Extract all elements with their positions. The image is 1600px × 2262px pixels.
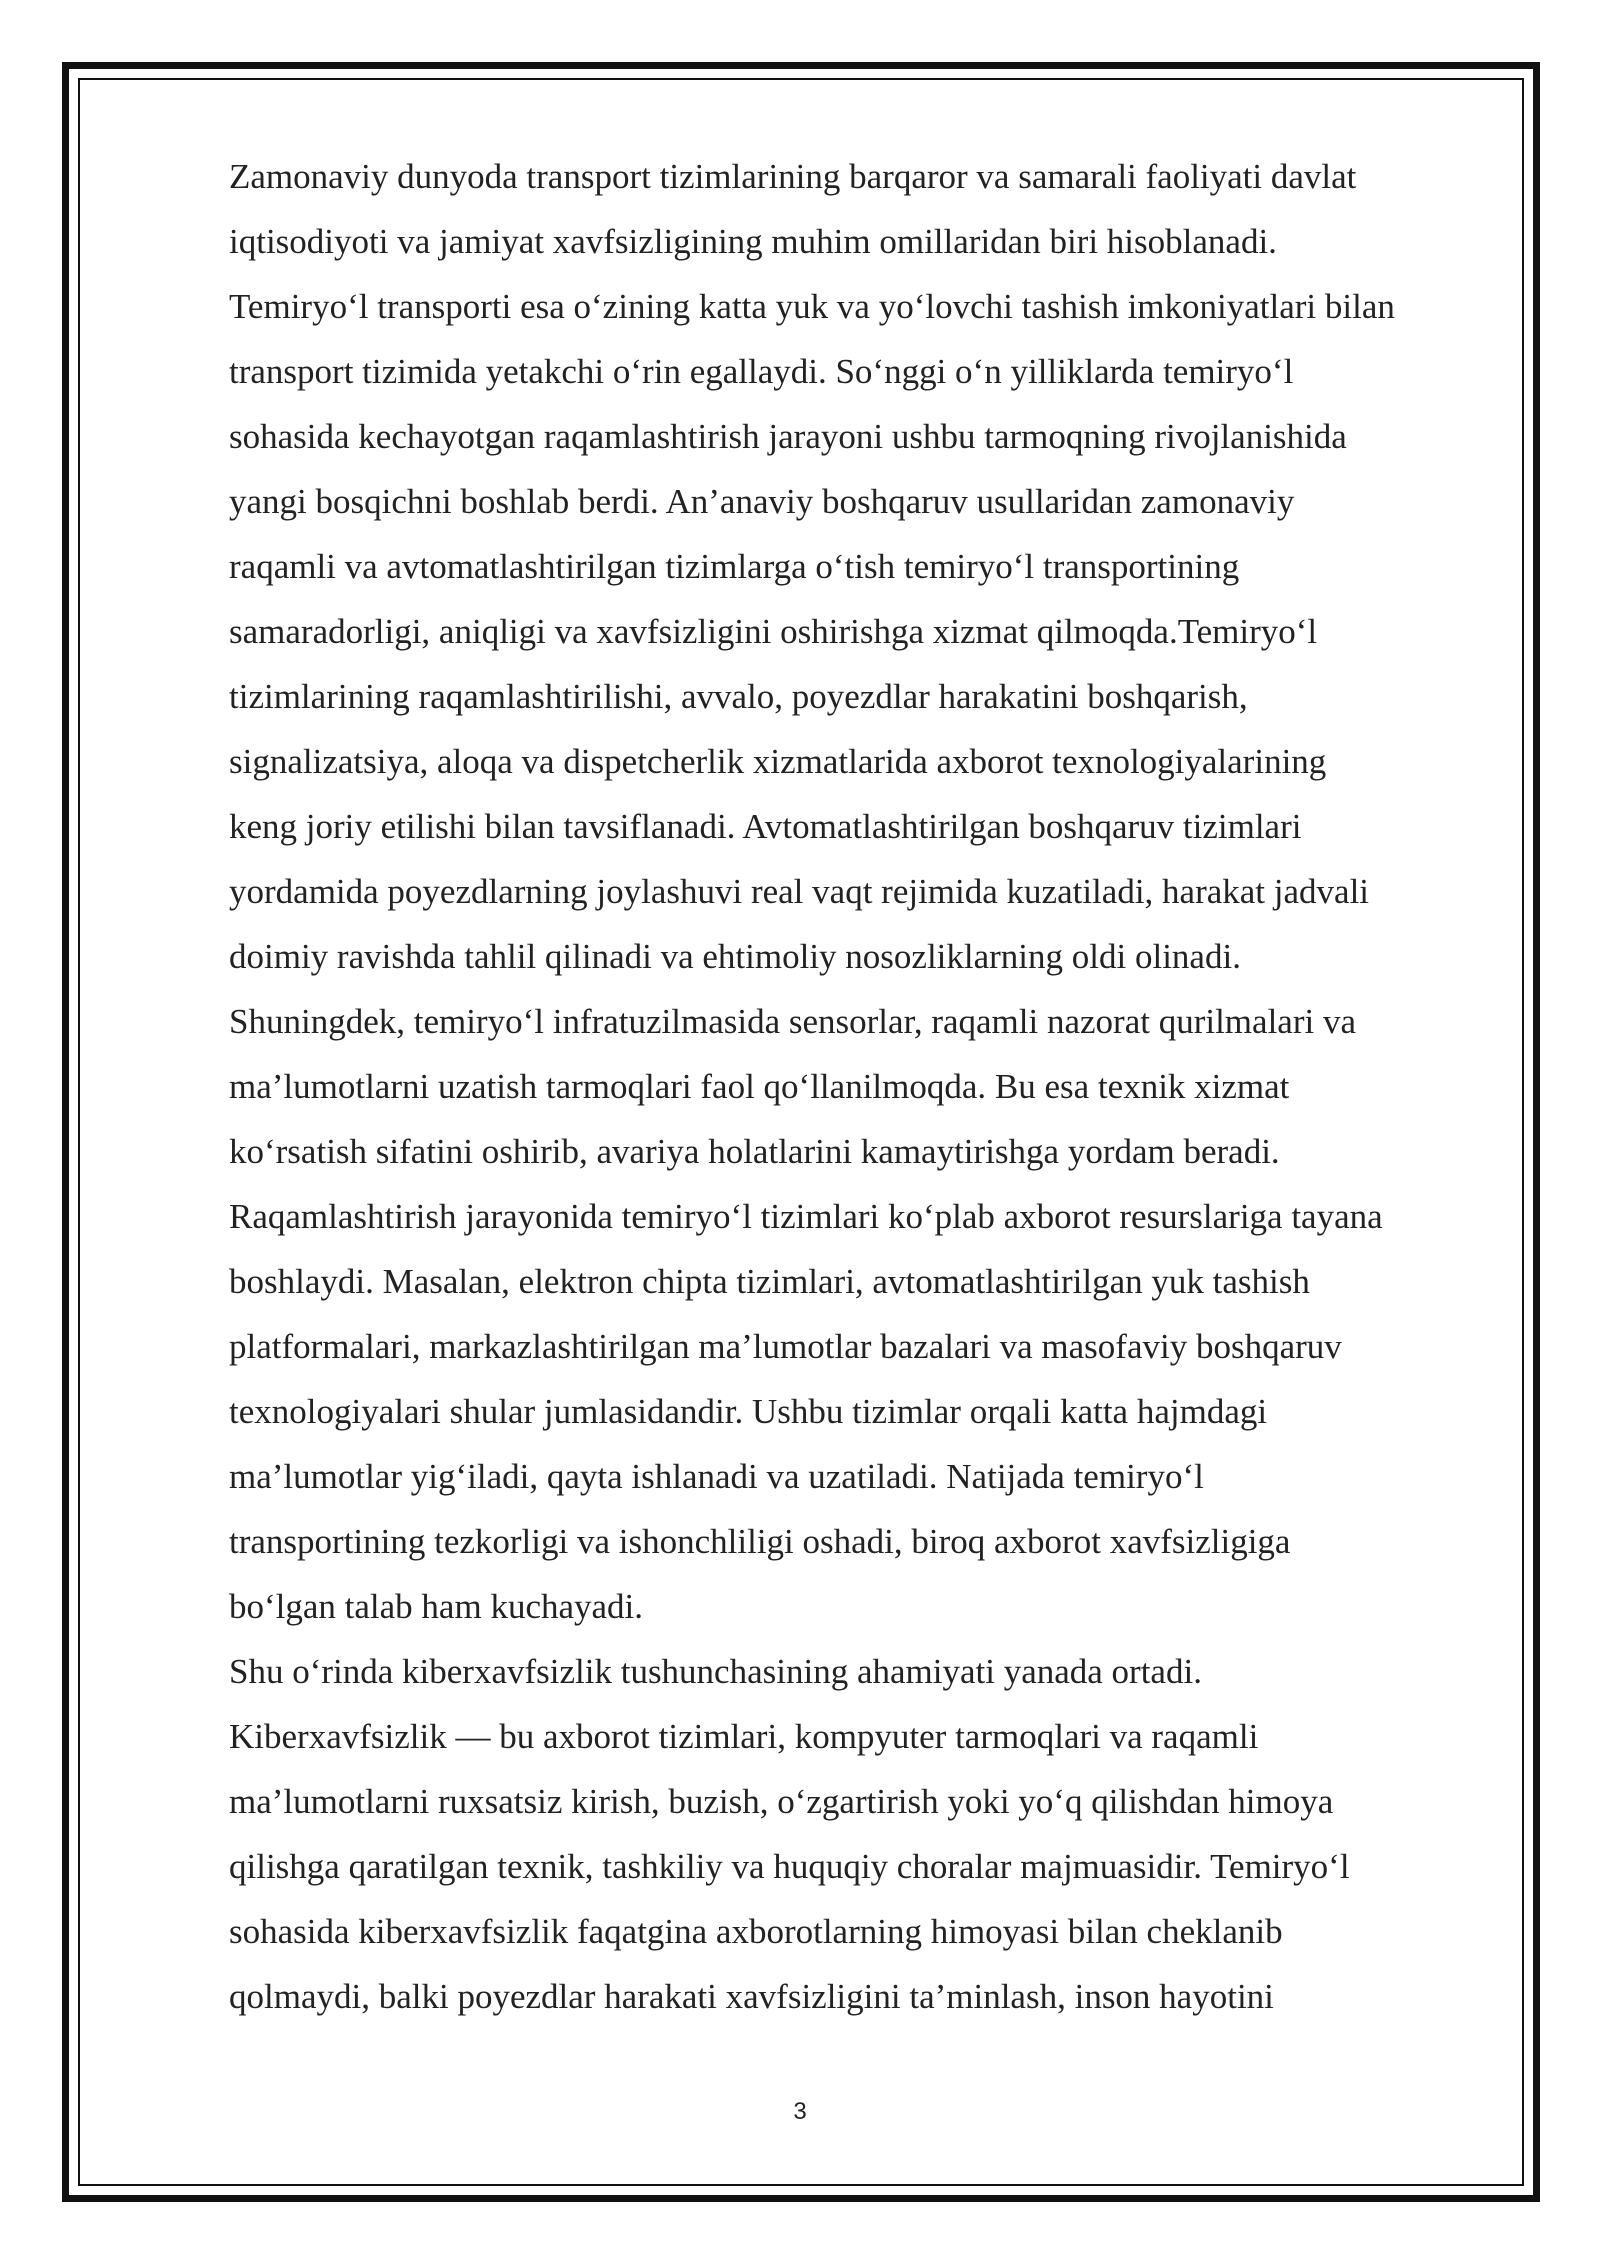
text-line: Zamonaviy dunyoda transport tizimlarining barqaror va samarali faoliyati davlat [229, 157, 1357, 196]
text-line: Raqamlashtirish jarayonida temiryo‘l tizimlari ko‘plab axborot resurslariga tayana [229, 1197, 1383, 1236]
text-line: doimiy ravishda tahlil qilinadi va ehtimoliy nosozliklarning oldi olinadi. [229, 937, 1241, 976]
body-text [229, 148, 1529, 2033]
page-number: 3 [793, 2098, 807, 2125]
text-line: boshlaydi. Masalan, elektron chipta tizimlari, avtomatlashtirilgan yuk tashish [229, 1262, 1310, 1301]
text-line: ko‘rsatish sifatini oshirib, avariya holatlarini kamaytirishga yordam beradi. [229, 1132, 1280, 1171]
text-line: ma’lumotlar yig‘iladi, qayta ishlanadi va uzatiladi. Natijada temiryo‘l [229, 1457, 1204, 1496]
text-line: Kiberxavfsizlik — bu axborot tizimlari, kompyuter tarmoqlari va raqamli [229, 1717, 1259, 1756]
text-line: sohasida kechayotgan raqamlashtirish jarayoni ushbu tarmoqning rivojlanishida [229, 417, 1347, 456]
text-line: signalizatsiya, aloqa va dispetcherlik xizmatlarida axborot texnologiyalarining [229, 742, 1327, 781]
text-line: ma’lumotlarni uzatish tarmoqlari faol qo‘llanilmoqda. Bu esa texnik xizmat [229, 1067, 1290, 1106]
text-line: platformalari, markazlashtirilgan ma’lumotlar bazalari va masofaviy boshqaruv [229, 1327, 1342, 1366]
text-line: Temiryo‘l transporti esa o‘zining katta yuk va yo‘lovchi tashish imkoniyatlari bilan [229, 287, 1395, 326]
text-line: texnologiyalari shular jumlasidandir. Ushbu tizimlar orqali katta hajmdagi [229, 1392, 1268, 1431]
text-line: sohasida kiberxavfsizlik faqatgina axborotlarning himoyasi bilan cheklanib [229, 1912, 1283, 1951]
text-line: raqamli va avtomatlashtirilgan tizimlarga o‘tish temiryo‘l transportining [229, 547, 1240, 586]
text-line: Shuningdek, temiryo‘l infratuzilmasida sensorlar, raqamli nazorat qurilmalari va [229, 1002, 1356, 1041]
text-line: samaradorligi, aniqligi va xavfsizligini oshirishga xizmat qilmoqda.Temiryo‘l [229, 612, 1318, 651]
text-line: tizimlarining raqamlashtirilishi, avvalo, poyezdlar harakatini boshqarish, [229, 677, 1248, 716]
text-line: Shu o‘rinda kiberxavfsizlik tushunchasining ahamiyati yanada ortadi. [229, 1652, 1202, 1691]
text-line: yangi bosqichni boshlab berdi. An’anaviy boshqaruv usullaridan zamonaviy [229, 482, 1295, 521]
text-line: yordamida poyezdlarning joylashuvi real vaqt rejimida kuzatiladi, harakat jadvali [229, 872, 1370, 911]
text-line: bo‘lgan talab ham kuchayadi. [229, 1587, 644, 1626]
text-line: iqtisodiyoti va jamiyat xavfsizligining muhim omillaridan biri hisoblanadi. [229, 222, 1277, 261]
text-line: ma’lumotlarni ruxsatsiz kirish, buzish, o‘zgartirish yoki yo‘q qilishdan himoya [229, 1782, 1334, 1821]
text-line: transportining tezkorligi va ishonchliligi oshadi, biroq axborot xavfsizligiga [229, 1522, 1291, 1561]
text-line: transport tizimida yetakchi o‘rin egallaydi. So‘nggi o‘n yilliklarda temiryo‘l [229, 352, 1294, 391]
text-line: qolmaydi, balki poyezdlar harakati xavfsizligini ta’minlash, inson hayotini [229, 1977, 1274, 2016]
text-line: qilishga qaratilgan texnik, tashkiliy va huquqiy choralar majmuasidir. Temiryo‘l [229, 1847, 1350, 1886]
text-line: keng joriy etilishi bilan tavsiflanadi. Avtomatlashtirilgan boshqaruv tizimlari [229, 807, 1302, 846]
